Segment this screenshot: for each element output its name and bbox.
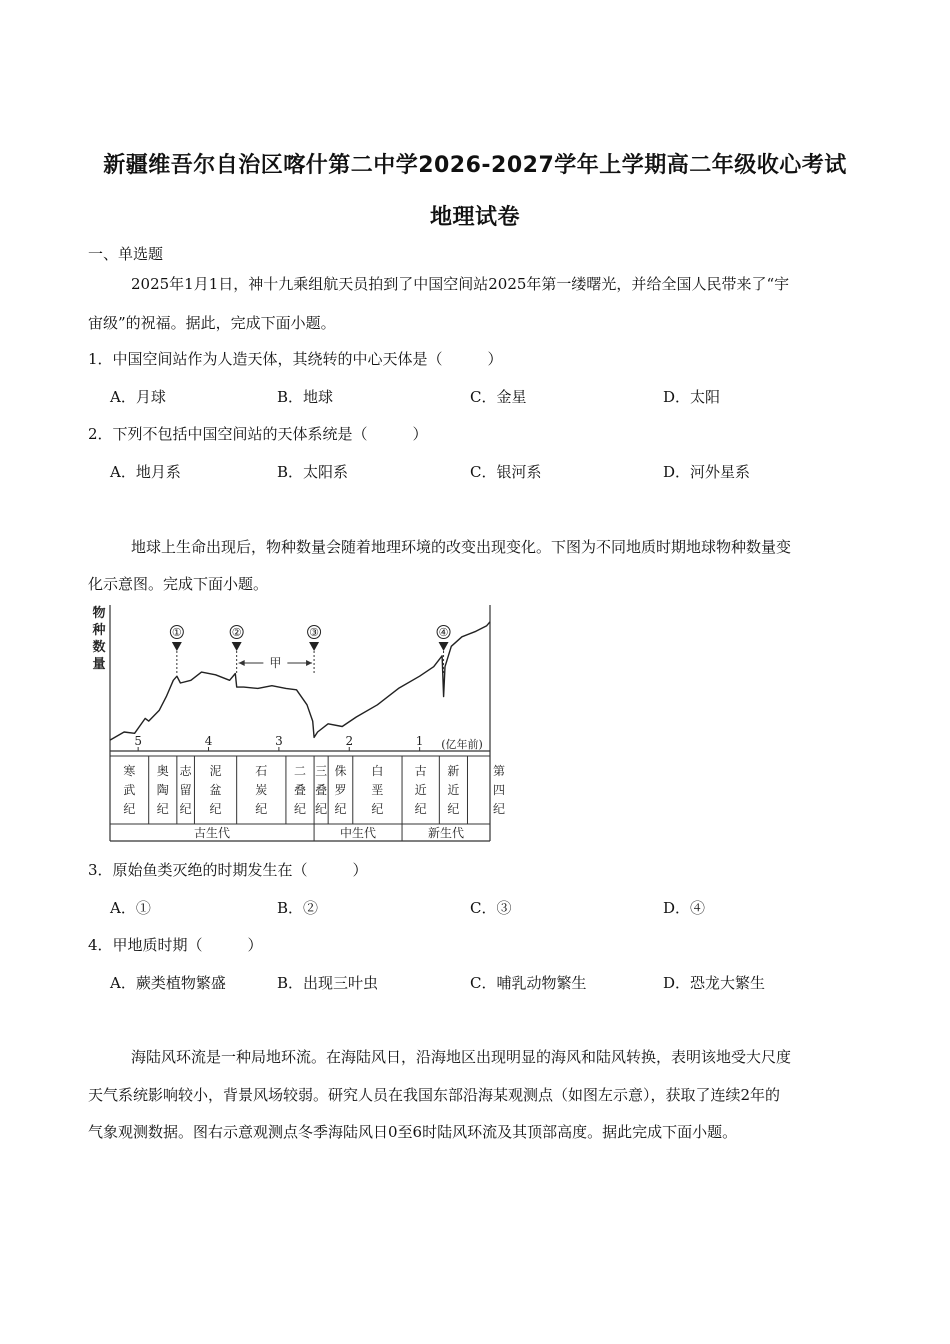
period-label-7: 纪 xyxy=(315,802,328,816)
period-label-10: 古 xyxy=(414,764,427,778)
period-label-12: 纪 xyxy=(492,802,506,816)
era-label-2: 中生代 xyxy=(340,826,377,840)
q4-option-d[interactable]: D．恐龙大繁生 xyxy=(663,974,766,992)
period-label-4: 盆 xyxy=(209,783,222,797)
period-label-11: 新 xyxy=(447,764,460,778)
period-label-2: 陶 xyxy=(156,783,169,797)
q4-option-c[interactable]: C．哺乳动物繁生 xyxy=(470,974,587,992)
period-label-1: 寒 xyxy=(123,764,136,778)
period-label-4: 纪 xyxy=(209,802,222,816)
q2-option-d[interactable]: D．河外星系 xyxy=(663,463,751,481)
marker-triangle xyxy=(309,642,319,651)
period-label-7: 叠 xyxy=(315,783,328,797)
period-label-11: 纪 xyxy=(447,802,460,816)
period-label-8: 罗 xyxy=(334,783,347,797)
y-label-char: 种 xyxy=(92,623,106,638)
interval-label: 甲 xyxy=(269,656,282,670)
question1-stem: 1．中国空间站作为人造天体，其绕转的中心天体是（ ） xyxy=(88,350,503,368)
question2-stem: 2．下列不包括中国空间站的天体系统是（ ） xyxy=(88,425,428,443)
period-label-5: 炭 xyxy=(255,783,268,797)
period-label-2: 奥 xyxy=(156,764,169,778)
x-tick-label: 4 xyxy=(204,734,213,748)
era-label-3: 新生代 xyxy=(428,826,465,840)
period-label-3: 留 xyxy=(179,783,192,797)
y-label-char: 量 xyxy=(92,657,106,672)
period-label-5: 纪 xyxy=(255,802,268,816)
passage3-line2: 天气系统影响较小，背景风场较弱。研究人员在我国东部沿海某观测点（如图左示意），获取了连续2年的 xyxy=(88,1086,781,1104)
q3-option-b[interactable]: B．② xyxy=(277,899,319,917)
interval-arrowhead-right xyxy=(306,660,312,666)
marker-triangle xyxy=(172,642,182,651)
x-tick-label: 1 xyxy=(415,734,424,748)
era-label-1: 古生代 xyxy=(194,826,231,840)
q1-option-a[interactable]: A．月球 xyxy=(110,388,166,406)
x-tick-label: 5 xyxy=(134,734,142,748)
exam-title-line2: 地理试卷 xyxy=(429,205,520,230)
marker-label-1: ① xyxy=(171,626,182,639)
x-unit-label: (亿年前) xyxy=(441,738,483,751)
marker-triangle xyxy=(439,642,449,651)
marker-label-4: ④ xyxy=(438,626,449,639)
q4-option-a[interactable]: A．蕨类植物繁盛 xyxy=(110,974,226,992)
q2-option-c[interactable]: C．银河系 xyxy=(470,463,542,481)
passage1-line2: 宙级”的祝福。据此，完成下面小题。 xyxy=(88,314,336,332)
q1-option-b[interactable]: B．地球 xyxy=(277,388,334,406)
passage2-line1: 地球上生命出现后，物种数量会随着地理环境的改变出现变化。下图为不同地质时期地球物种数量变 xyxy=(131,538,792,556)
question3-stem: 3．原始鱼类灭绝的时期发生在（ ） xyxy=(88,861,368,879)
marker-label-2: ② xyxy=(231,626,242,639)
period-label-11: 近 xyxy=(447,783,460,797)
y-label-char: 物 xyxy=(92,606,106,621)
period-label-9: 白 xyxy=(371,764,384,778)
period-label-12: 第 xyxy=(492,764,506,778)
species-count-chart xyxy=(88,603,508,848)
period-label-4: 泥 xyxy=(209,764,222,778)
interval-arrowhead-left xyxy=(239,660,245,666)
question4-stem: 4．甲地质时期（ ） xyxy=(88,936,263,954)
marker-label-3: ③ xyxy=(309,626,320,639)
period-label-1: 纪 xyxy=(123,802,136,816)
q3-option-d[interactable]: D．④ xyxy=(663,899,706,917)
passage1-line1: 2025年1月1日，神十九乘组航天员拍到了中国空间站2025年第一缕曙光，并给全国人民带来了“宇 xyxy=(131,275,790,293)
period-label-10: 纪 xyxy=(414,802,427,816)
period-label-6: 二 xyxy=(293,764,307,778)
q3-option-c[interactable]: C．③ xyxy=(470,899,512,917)
period-label-5: 石 xyxy=(255,764,268,778)
passage2-line2: 化示意图。完成下面小题。 xyxy=(88,575,269,593)
period-label-6: 叠 xyxy=(293,783,307,797)
period-label-8: 侏 xyxy=(334,764,347,778)
period-label-2: 纪 xyxy=(156,802,169,816)
y-label-char: 数 xyxy=(92,640,106,655)
q1-option-c[interactable]: C．金星 xyxy=(470,388,527,406)
q4-option-b[interactable]: B．出现三叶虫 xyxy=(277,974,379,992)
marker-triangle xyxy=(232,642,242,651)
x-tick-label: 2 xyxy=(345,734,354,748)
q2-option-a[interactable]: A．地月系 xyxy=(110,463,181,481)
period-label-3: 志 xyxy=(179,764,192,778)
period-label-9: 纪 xyxy=(371,802,384,816)
period-label-12: 四 xyxy=(492,783,506,797)
q2-option-b[interactable]: B．太阳系 xyxy=(277,463,349,481)
q3-option-a[interactable]: A．① xyxy=(110,899,151,917)
period-label-3: 纪 xyxy=(179,802,192,816)
section-heading: 一、单选题 xyxy=(88,245,164,263)
period-label-1: 武 xyxy=(123,783,136,797)
x-tick-label: 3 xyxy=(275,734,283,748)
exam-title-line1: 新疆维吾尔自治区喀什第二中学2026-2027学年上学期高二年级收心考试 xyxy=(103,153,847,178)
passage3-line1: 海陆风环流是一种局地环流。在海陆风日，沿海地区出现明显的海风和陆风转换，表明该地受大尺度 xyxy=(131,1048,792,1066)
period-label-8: 纪 xyxy=(334,802,347,816)
period-label-10: 近 xyxy=(414,783,427,797)
species-line xyxy=(110,622,490,740)
period-label-7: 三 xyxy=(315,764,328,778)
period-label-6: 纪 xyxy=(293,802,307,816)
period-label-9: 垩 xyxy=(371,783,384,797)
q1-option-d[interactable]: D．太阳 xyxy=(663,388,721,406)
passage3-line3: 气象观测数据。图右示意观测点冬季海陆风日0至6时陆风环流及其顶部高度。据此完成下面小题。 xyxy=(88,1123,738,1141)
